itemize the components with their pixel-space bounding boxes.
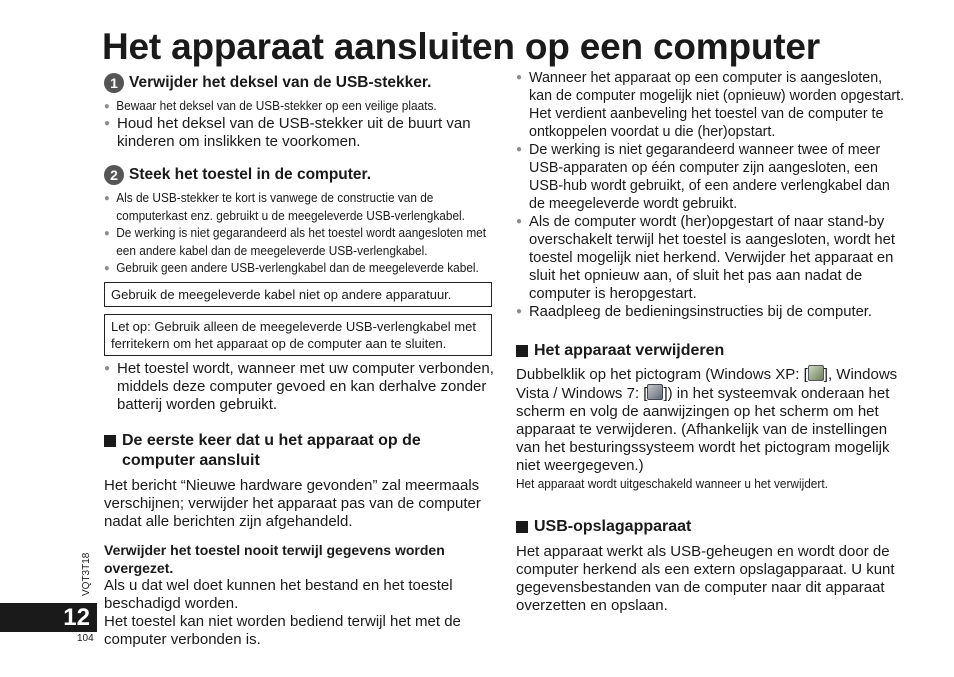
square-bullet-icon	[104, 435, 116, 447]
list-item: ● Als de USB-stekker te kort is vanwege de constructie van de computerkast enz. gebruikt u de meegeleverde USB-verlengkabel.	[104, 190, 502, 225]
doc-code: VQT3T18	[81, 552, 92, 596]
section-heading-text: USB-opslagapparaat	[534, 518, 692, 536]
section-heading-remove	[516, 341, 908, 361]
step-2-heading	[104, 165, 496, 185]
step-1-heading	[104, 73, 496, 93]
section-heading-usb	[516, 517, 908, 537]
remove-text-b: ], Windows Vista / Windows 7: [	[516, 366, 898, 402]
list-item: ● De werking is niet gegarandeerd als het toestel wordt aangesloten met een andere kabel dan de meegeleverde USB-verlengkabel.	[104, 225, 502, 260]
warning-heading: Verwijder het toestel nooit terwijl gegevens worden overgezet.	[104, 542, 445, 577]
square-bullet-icon	[516, 521, 528, 533]
list-item: ● Als de computer wordt (her)opgestart of naar stand-by overschakelt terwijl het toestel is aangesloten, wordt het toestel mogelijk niet herkend. Verwijder het apparaat en sluit het opnieuw aan, of sluit het pas aan nadat de computer is heropgestart.	[516, 213, 908, 303]
warning-paragraph-2: Het toestel kan niet worden bediend terwijl het met de computer verbonden is.	[104, 613, 461, 649]
list-item: ● Houd het deksel van de USB-stekker uit de buurt van kinderen om inslikken te voorkomen.	[104, 115, 496, 151]
usb-paragraph: Het apparaat werkt als USB-geheugen en wordt door de computer herkend als een extern opslagapparaat. U kunt gegevensbestanden van de computer naar dit apparaat overzetten en opslaan.	[516, 543, 895, 615]
list-item: ● Raadpleeg de bedieningsinstructies bij de computer.	[516, 303, 908, 321]
remove-paragraph	[516, 365, 908, 475]
warning-paragraph: Als u dat wel doet kunnen het bestand en het toestel beschadigd worden.	[104, 577, 453, 613]
safely-remove-xp-icon	[808, 365, 824, 381]
page-title: Het apparaat aansluiten op een computer	[102, 26, 820, 67]
remove-text-a: Dubbelklik op het pictogram (Windows XP: [	[516, 366, 808, 383]
step-2-number-icon: 2	[104, 165, 124, 185]
remove-note: Het apparaat wordt uitgeschakeld wanneer u het verwijdert.	[516, 477, 828, 491]
section-heading-first-connect	[104, 431, 496, 471]
list-item: ● Gebruik geen andere USB-verlengkabel dan de meegeleverde kabel.	[104, 260, 502, 277]
list-item: ● Het toestel wordt, wanneer met uw computer verbonden, middels deze computer gevoed en kan derhalve zonder batterij worden gebruikt.	[104, 360, 496, 414]
step-1-number-icon: 1	[104, 73, 124, 93]
page-number-tab: 12	[0, 603, 97, 632]
right-column	[516, 69, 908, 615]
section-heading-text: Het apparaat verwijderen	[534, 342, 725, 359]
step-1-text: Verwijder het deksel van de USB-stekker.	[129, 74, 432, 91]
section-heading-text: De eerste keer dat u het apparaat op de computer aansluit	[122, 432, 421, 470]
left-column	[104, 73, 496, 649]
page-number-small: 104	[77, 633, 94, 644]
list-item: ● De werking is niet gegarandeerd wanneer twee of meer USB-apparaten op één computer zijn aangesloten, een USB-hub wordt gebruikt, of een andere verlengkabel dan de meegeleverde wordt gebruikt.	[516, 141, 908, 213]
section-paragraph: Het bericht “Nieuwe hardware gevonden” zal meermaals verschijnen; verwijder het apparaat pas van de computer nadat alle berichten zijn afgehandeld.	[104, 477, 481, 531]
remove-text-c: ]) in het systeemvak onderaan het scherm en volg de aanwijzingen op het scherm om het apparaat te verwijderen. (Afhankelijk van de instellingen van het besturingssysteem wordt het pictogram mogelijk niet weergegeven.)	[516, 385, 890, 474]
step-2-text: Steek het toestel in de computer.	[129, 166, 372, 184]
list-item: ● Bewaar het deksel van de USB-stekker op een veilige plaats.	[104, 98, 502, 115]
notice-box-cable: Gebruik de meegeleverde kabel niet op andere apparatuur.	[104, 282, 492, 307]
square-bullet-icon	[516, 345, 528, 357]
list-item: ● Wanneer het apparaat op een computer is aangesloten, kan de computer mogelijk niet (opnieuw) worden opgestart. Het verdient aanbeveling het toestel van de computer te ontkoppelen voordat u die (her)opstart.	[516, 69, 908, 141]
safely-remove-vista-icon	[647, 384, 663, 400]
notice-box-ferrite: Let op: Gebruik alleen de meegeleverde USB-verlengkabel met ferritekern om het apparaat op de computer aan te sluiten.	[104, 314, 492, 356]
